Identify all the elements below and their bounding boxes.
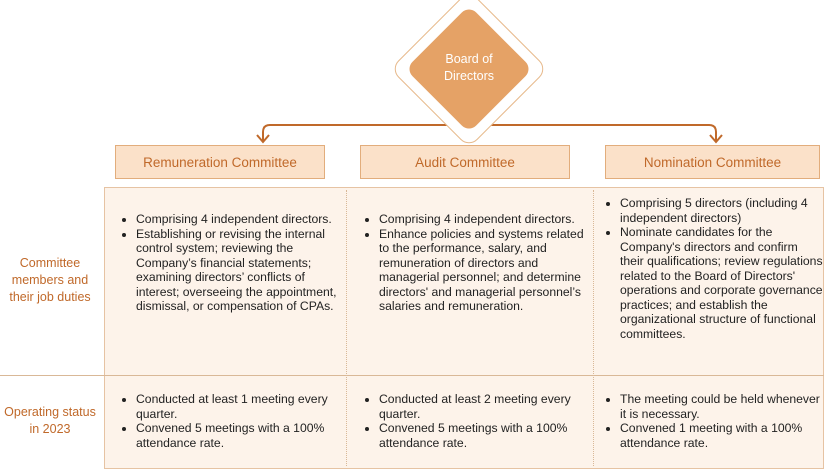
list-item: • Convened 1 meeting with a 100% attendance rate.: [620, 421, 820, 450]
list-item: • Convened 5 meetings with a 100% attendance rate.: [136, 421, 343, 450]
remuneration-duties-cell: [118, 212, 340, 314]
board-of-directors-label: Board of Directors: [443, 52, 494, 83]
list-item: • Establishing or revising the internal control system; reviewing the Company’s financial statements; examining directors’ conflicts of interest; overseeing the appointment, dismissal, or compensation of CPAs.: [136, 227, 340, 314]
list-item: • Comprising 4 independent directors.: [136, 212, 340, 227]
audit-committee-box: Audit Committee: [360, 145, 570, 179]
list-item: • Conducted at least 1 meeting every quarter.: [136, 392, 343, 421]
column-divider: [593, 190, 594, 466]
nomination-status-cell: [602, 392, 820, 450]
nomination-committee-box: Nomination Committee: [605, 145, 820, 179]
list-item: • Comprising 4 independent directors.: [379, 212, 589, 227]
list-item: • Conducted at least 2 meeting every quarter.: [379, 392, 589, 421]
column-divider: [346, 190, 347, 466]
remuneration-status-cell: [118, 392, 343, 450]
audit-status-cell: [361, 392, 589, 450]
remuneration-committee-box: Remuneration Committee: [115, 145, 325, 179]
row-label-status: Operating status in 2023: [4, 405, 96, 436]
nomination-duties-cell: [602, 196, 824, 341]
audit-duties-cell: [361, 212, 589, 314]
row-label-duties: Committee members and their job duties: [9, 255, 91, 304]
row-divider: [0, 375, 824, 376]
list-item: • Enhance policies and systems related to the performance, salary, and remuneration of directors and managerial personnel; and determine directors' and managerial personnel’s salaries and remuneration.: [379, 227, 589, 314]
list-item: • Nominate candidates for the Company's directors and confirm their qualifications; review regulations related to the Board of Directors' operations and corporate governance practices; and establish the organizational structure of functional committees.: [620, 225, 824, 341]
list-item: • Comprising 5 directors (including 4 independent directors): [620, 196, 824, 225]
list-item: • Convened 5 meetings with a 100% attendance rate.: [379, 421, 589, 450]
list-item: • The meeting could be held whenever it is necessary.: [620, 392, 820, 421]
